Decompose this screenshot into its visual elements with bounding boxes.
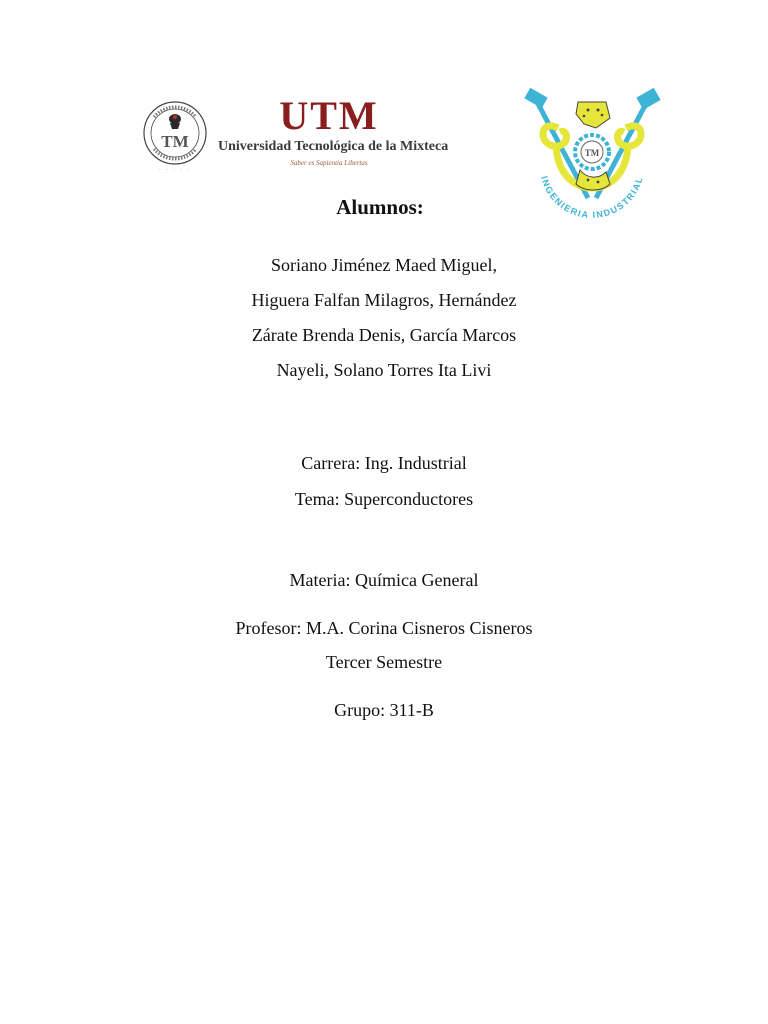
utm-logo xyxy=(218,93,449,180)
utm-acronym: UTM xyxy=(279,93,379,138)
semestre-line: Tercer Semestre xyxy=(325,652,443,672)
materia-line: Materia: Química General xyxy=(289,570,479,590)
svg-text:· · · · ·: · · · · · xyxy=(159,167,191,173)
tema-line: Tema: Superconductores xyxy=(294,489,474,509)
seal-initials: TM xyxy=(161,132,189,151)
university-seal-icon xyxy=(140,95,210,175)
svg-text:TM: TM xyxy=(584,148,600,158)
carrera-line: Carrera: Ing. Industrial xyxy=(301,453,467,473)
students-heading: Alumnos: xyxy=(336,195,424,219)
emblem-arc-text: INGENIERIA INDUSTRIAL xyxy=(539,174,645,221)
grupo-line: Grupo: 311-B xyxy=(334,700,434,720)
university-name: Universidad Tecnológica de la Mixteca xyxy=(218,139,449,154)
student-line-4: Nayeli, Solano Torres Ita Livi xyxy=(276,360,492,380)
student-line-1: Soriano Jiménez Maed Miguel, xyxy=(271,255,497,275)
profesor-line: Profesor: M.A. Corina Cisneros Cisneros xyxy=(235,618,533,638)
university-motto: Saber es Sapientia Libertas xyxy=(290,159,368,167)
student-line-3: Zárate Brenda Denis, García Marcos xyxy=(251,325,517,345)
student-line-2: Higuera Falfan Milagros, Hernández xyxy=(251,290,517,310)
